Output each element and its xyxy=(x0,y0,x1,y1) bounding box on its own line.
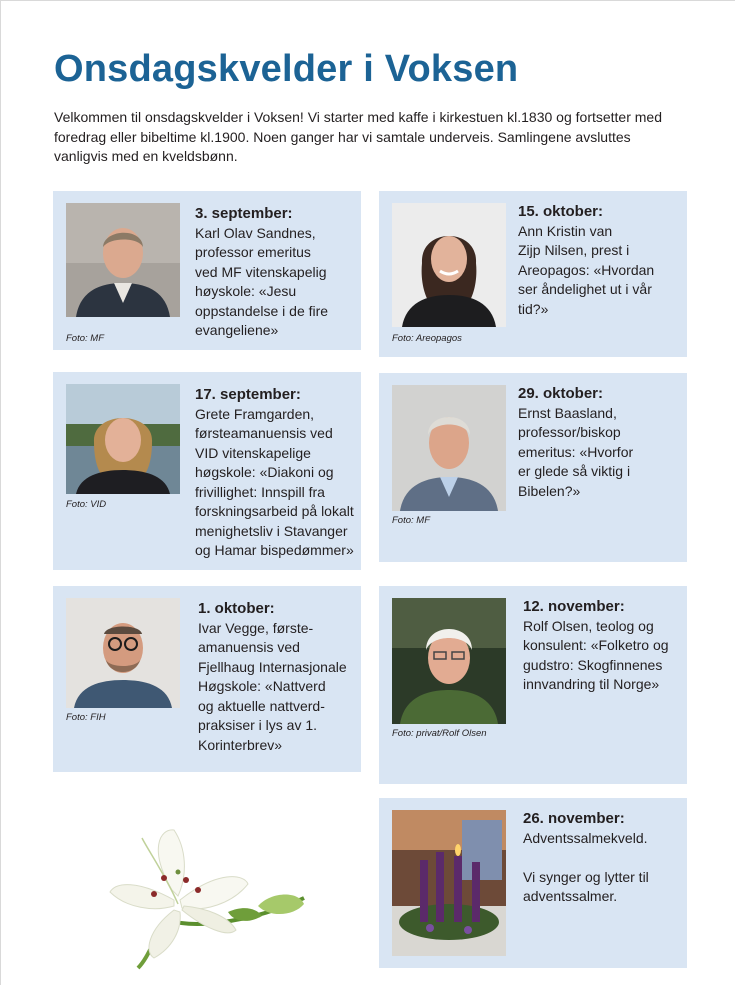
event-text xyxy=(523,597,685,695)
photo-credit: Foto: Areopagos xyxy=(392,333,462,344)
event-date: 29. oktober: xyxy=(518,385,604,402)
event-text xyxy=(198,599,358,755)
photo-credit: Foto: VID xyxy=(66,499,107,510)
photo-credit: Foto: privat/Rolf Olsen xyxy=(392,728,487,739)
event-description: Karl Olav Sandnes, professor emeritus ved MF vitenskapelig høyskole: «Jesu oppstandelse i de fire evangeliene» xyxy=(195,224,329,338)
event-card-17-september xyxy=(53,372,361,570)
event-date: 3. september: xyxy=(195,205,293,222)
event-card-26-november xyxy=(379,798,687,968)
page-title: Onsdagskvelder i Voksen xyxy=(54,48,519,90)
lily-flower-icon xyxy=(108,820,308,970)
event-card-3-september xyxy=(53,191,361,350)
event-description: Ernst Baasland, professor/biskop emeritus: «Hvorfor er glede så viktig i Bibelen?» xyxy=(518,404,634,499)
event-date: 26. november: xyxy=(523,810,625,827)
event-card-1-oktober xyxy=(53,586,361,772)
woman-portrait-icon xyxy=(392,203,506,327)
page-border-left xyxy=(0,0,1,985)
woman-portrait-icon xyxy=(66,384,180,494)
man-portrait-icon xyxy=(392,385,506,511)
event-date: 15. oktober: xyxy=(518,203,604,220)
event-date: 17. september: xyxy=(195,386,301,403)
event-text xyxy=(195,385,359,561)
event-description: Rolf Olsen, teolog og konsulent: «Folketro og gudstro: Skogfinnenes innvandring til Norge» xyxy=(523,617,669,692)
event-description: Adventssalmekveld. Vi synger og lytter til adventssalmer. xyxy=(523,829,649,904)
event-text xyxy=(518,202,683,319)
photo-credit: Foto: MF xyxy=(66,333,105,344)
event-text xyxy=(195,204,355,341)
man-portrait-icon xyxy=(66,203,180,317)
man-portrait-icon xyxy=(392,598,506,724)
event-text xyxy=(518,384,683,501)
event-card-12-november xyxy=(379,586,687,784)
intro-text: Velkommen til onsdagskvelder i Voksen! Vi starter med kaffe i kirkestuen kl.1830 og fortsetter med foredrag eller bibeltime kl.1900. Noen ganger har vi samtale underveis. Samlingene avsluttes vanligvis med en kveldsbønn. xyxy=(54,109,663,164)
event-description: Grete Framgarden, førsteamanuensis ved VID vitenskapelige høgskole: «Diakoni og frivillighet: Innspill fra forskningsarbeid på lokalt menighetsliv i Stavanger og Hamar bispedømmer» xyxy=(195,405,354,558)
event-description: Ivar Vegge, første- amanuensis ved Fjellhaug Internasjonale Høgskole: «Nattverd og aktuelle nattverd- praksiser i lys av 1. Korinterbrev» xyxy=(198,619,347,753)
event-card-15-oktober xyxy=(379,191,687,357)
event-card-29-oktober xyxy=(379,373,687,562)
event-text xyxy=(523,809,685,907)
photo-credit: Foto: MF xyxy=(392,515,431,526)
event-date: 1. oktober: xyxy=(198,600,275,617)
advent-candles-icon xyxy=(392,810,506,956)
man-portrait-icon xyxy=(66,598,180,708)
page-border-top xyxy=(0,0,735,1)
event-description: Ann Kristin van Zijp Nilsen, prest i Areopagos: «Hvordan ser åndelighet ut i vår tid?» xyxy=(518,222,655,317)
photo-credit: Foto: FIH xyxy=(66,712,106,723)
event-date: 12. november: xyxy=(523,598,625,615)
